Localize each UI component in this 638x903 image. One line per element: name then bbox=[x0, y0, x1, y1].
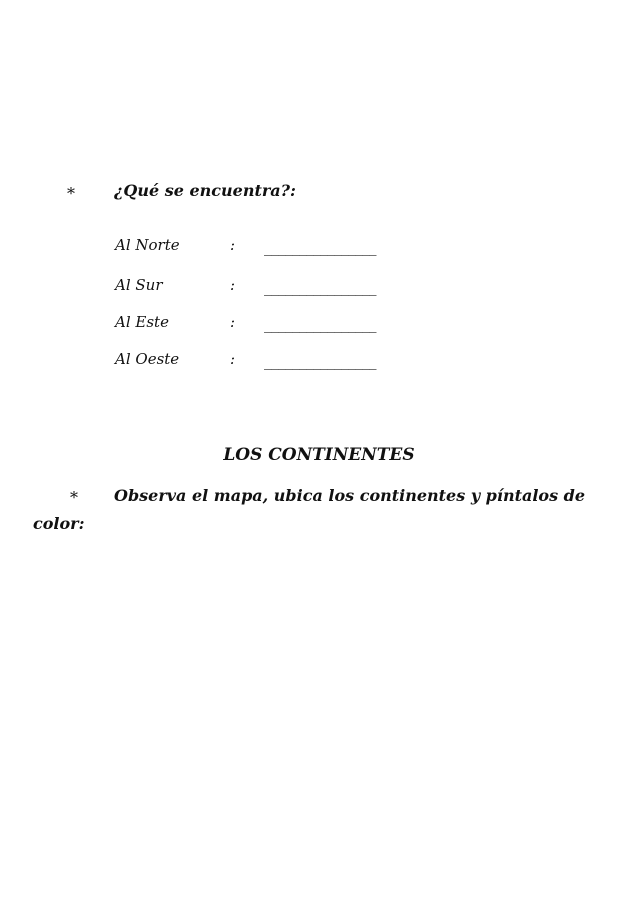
direction-label: Al Norte bbox=[115, 236, 180, 254]
answer-blank[interactable]: ________________ bbox=[264, 278, 376, 296]
answer-blank[interactable]: ________________ bbox=[264, 352, 376, 370]
question-bullet: * bbox=[67, 184, 75, 203]
question-text: ¿Qué se encuentra?: bbox=[114, 181, 296, 200]
direction-label: Al Oeste bbox=[115, 350, 180, 368]
instruction-text-continued: color: bbox=[33, 514, 85, 533]
instruction-bullet: * bbox=[70, 488, 78, 507]
direction-label: Al Este bbox=[115, 313, 169, 331]
direction-colon: : bbox=[230, 313, 236, 331]
section-title: LOS CONTINENTES bbox=[223, 445, 415, 465]
direction-colon: : bbox=[230, 236, 236, 254]
instruction-text: Observa el mapa, ubica los continentes y píntalos de bbox=[114, 486, 586, 505]
direction-colon: : bbox=[230, 276, 236, 294]
direction-label: Al Sur bbox=[115, 276, 163, 294]
direction-colon: : bbox=[230, 350, 236, 368]
answer-blank[interactable]: ________________ bbox=[264, 238, 376, 256]
answer-blank[interactable]: ________________ bbox=[264, 315, 376, 333]
